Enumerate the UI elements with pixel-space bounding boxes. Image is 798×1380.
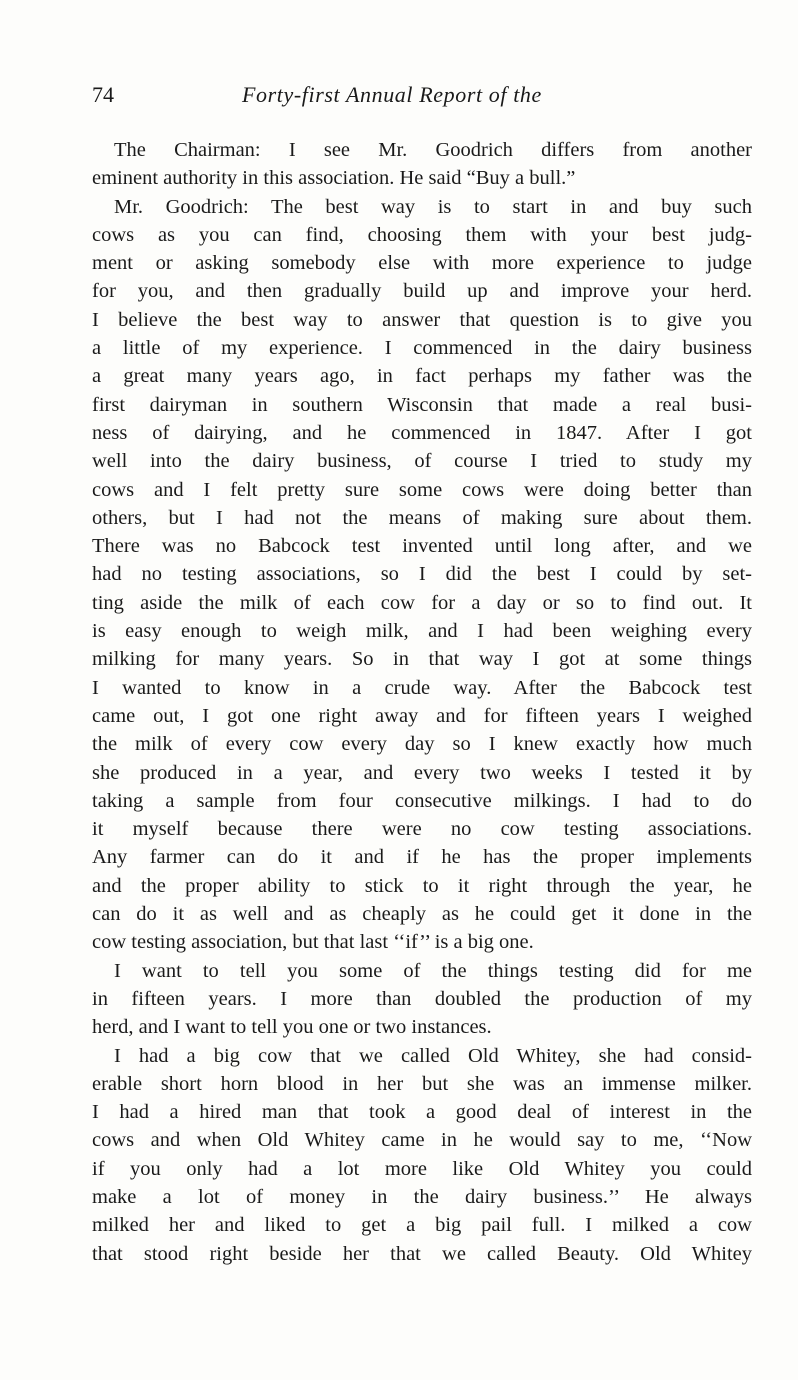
text-line: I wanted to know in a crude way. After the Babcock test — [92, 676, 752, 699]
text-line: Any farmer can do it and if he has the proper implements — [92, 846, 752, 869]
running-head — [92, 80, 752, 112]
text-line: if you only had a lot more like Old Whitey you could — [92, 1157, 752, 1180]
text-line: I had a big cow that we called Old Whitey, she had consid- — [114, 1044, 752, 1067]
text-line: ness of dairying, and he commenced in 1847. After I got — [92, 421, 752, 444]
text-line: cows and I felt pretty sure some cows were doing better than — [92, 478, 752, 501]
text-line: make a lot of money in the dairy business.’’ He always — [92, 1185, 752, 1208]
running-title: Forty-first Annual Report of the — [242, 82, 542, 107]
text-line: and the proper ability to stick to it right through the year, he — [92, 874, 752, 897]
body-text — [92, 136, 752, 1268]
text-line: cows and when Old Whitey came in he would say to me, ‘‘Now — [92, 1129, 752, 1152]
text-line: cows as you can find, choosing them with your best judg- — [92, 223, 752, 246]
text-line: eminent authority in this association. He said “Buy a bull.” — [92, 167, 576, 190]
text-line: milked her and liked to get a big pail full. I milked a cow — [92, 1214, 752, 1237]
text-line: it myself because there were no cow testing associations. — [92, 818, 752, 841]
text-line: a great many years ago, in fact perhaps my father was the — [92, 365, 752, 388]
text-line: is easy enough to weigh milk, and I had been weighing every — [92, 620, 752, 643]
text-line: Mr. Goodrich: The best way is to start in and buy such — [114, 195, 752, 218]
text-line: I had a hired man that took a good deal of interest in the — [92, 1101, 752, 1124]
text-line: a little of my experience. I commenced in the dairy business — [92, 337, 752, 360]
text-line: came out, I got one right away and for fifteen years I weighed — [92, 704, 752, 727]
text-line: that stood right beside her that we called Beauty. Old Whitey — [92, 1242, 752, 1265]
text-line: can do it as well and as cheaply as he could get it done in the — [92, 903, 752, 926]
page-number: 74 — [92, 82, 114, 107]
text-line: cow testing association, but that last ‘‘if’’ is a big one. — [92, 931, 534, 954]
text-line: ting aside the milk of each cow for a day or so to find out. It — [92, 591, 752, 614]
text-line: first dairyman in southern Wisconsin that made a real busi- — [92, 393, 752, 416]
text-line: in fifteen years. I more than doubled the production of my — [92, 987, 752, 1010]
text-line: erable short horn blood in her but she was an immense milker. — [92, 1072, 752, 1095]
text-line: The Chairman: I see Mr. Goodrich differs from another — [114, 139, 752, 161]
text-line: There was no Babcock test invented until long after, and we — [92, 535, 752, 558]
text-line: others, but I had not the means of making sure about them. — [92, 506, 752, 529]
text-line: well into the dairy business, of course I tried to study my — [92, 450, 752, 473]
text-line: had no testing associations, so I did the best I could by set- — [92, 563, 752, 586]
text-line: she produced in a year, and every two weeks I tested it by — [92, 761, 752, 784]
text-line: herd, and I want to tell you one or two instances. — [92, 1016, 492, 1039]
text-line: for you, and then gradually build up and improve your herd. — [92, 280, 752, 303]
text-line: I believe the best way to answer that question is to give you — [92, 308, 752, 331]
text-line: taking a sample from four consecutive milkings. I had to do — [92, 789, 752, 812]
text-line: ment or asking somebody else with more experience to judge — [92, 252, 752, 275]
text-line: the milk of every cow every day so I knew exactly how much — [92, 733, 752, 756]
text-line: milking for many years. So in that way I got at some things — [92, 648, 752, 671]
text-line: I want to tell you some of the things testing did for me — [114, 959, 752, 982]
